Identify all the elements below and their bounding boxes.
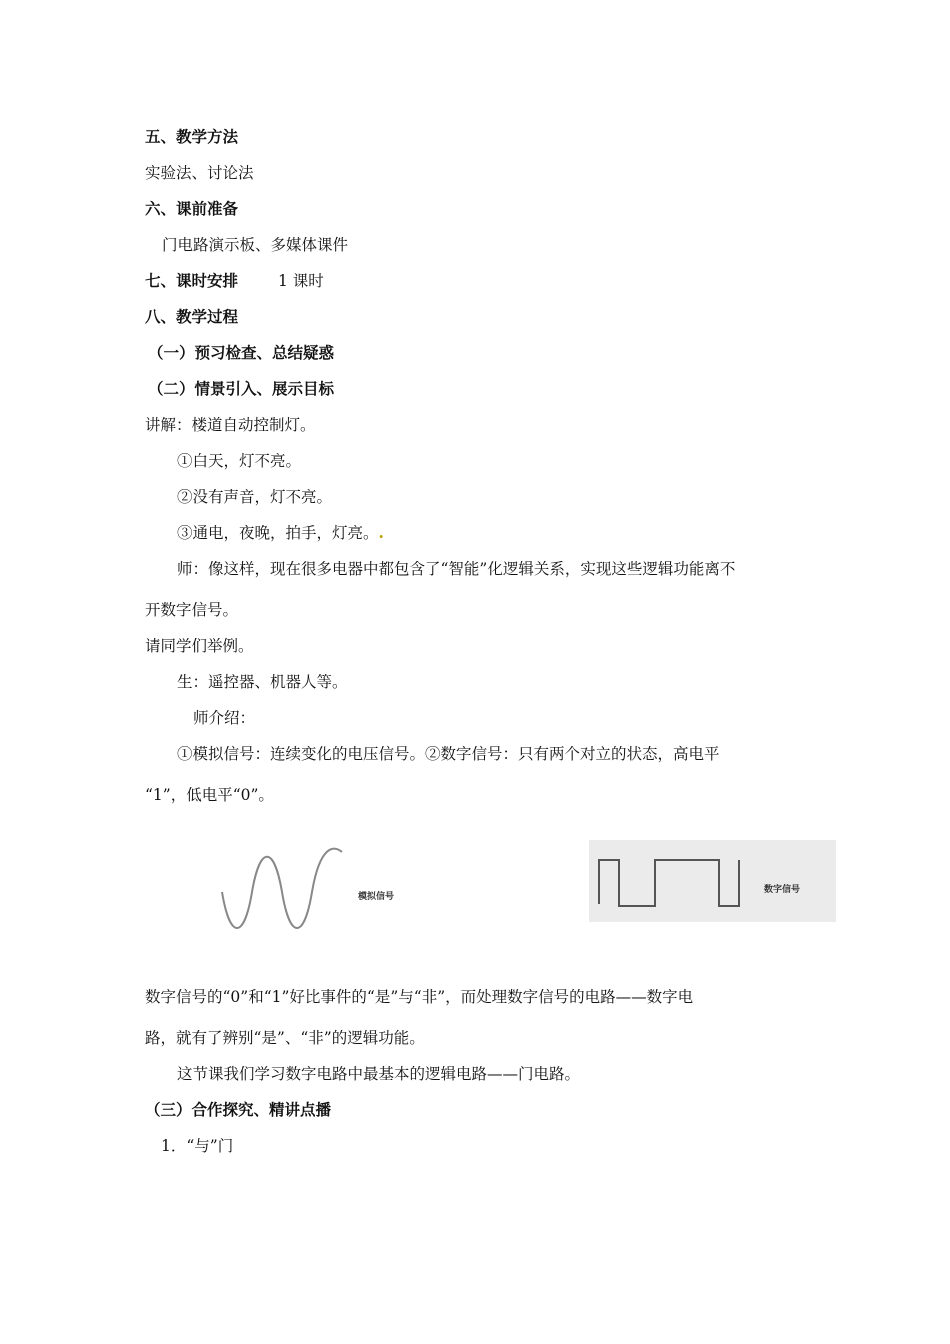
- paragraph: 路，就有了辨别“是”、“非”的逻辑功能。: [145, 1029, 425, 1047]
- digital-signal-label: 数字信号: [764, 885, 801, 895]
- subsection-3-heading: （三）合作探究、精讲点播: [145, 1100, 332, 1119]
- paragraph: 请同学们举例。: [145, 637, 254, 655]
- paragraph: 讲解：楼道自动控制灯。: [145, 416, 316, 434]
- paragraph: ①模拟信号：连续变化的电压信号。②数字信号：只有两个对立的状态，高电平: [177, 745, 720, 763]
- paragraph: 这节课我们学习数字电路中最基本的逻辑电路——门电路。: [177, 1065, 581, 1083]
- sine-wave-icon: [212, 840, 352, 940]
- section-7-heading: 七、课时安排: [145, 271, 239, 290]
- marker-dot: .: [378, 523, 384, 542]
- paragraph: 生：遥控器、机器人等。: [177, 673, 348, 691]
- paragraph: 数字信号的“0”和“1”好比事件的“是”与“非”，而处理数字信号的电路——数字电: [145, 988, 694, 1006]
- paragraph: “1”，低电平“0”。: [145, 786, 274, 804]
- analog-signal-figure: [212, 840, 422, 940]
- paragraph: ①白天，灯不亮。: [177, 452, 302, 470]
- paragraph: 开数字信号。: [145, 601, 239, 619]
- square-wave-icon: [589, 840, 749, 922]
- section-6-heading: 六、课前准备: [145, 199, 239, 218]
- section-5-heading: 五、教学方法: [145, 127, 239, 146]
- paragraph: ③通电，夜晚，拍手，灯亮。.: [177, 523, 384, 542]
- analog-signal-label: 模拟信号: [358, 892, 395, 902]
- subsection-2-heading: （二）情景引入、展示目标: [148, 379, 335, 398]
- section-7-value: 1 课时: [278, 272, 324, 290]
- paragraph: ②没有声音，灯不亮。: [177, 488, 333, 506]
- paragraph: 师介绍：: [193, 709, 256, 727]
- list-item: 1．“与”门: [161, 1137, 234, 1155]
- section-5-body: 实验法、讨论法: [145, 164, 254, 182]
- section-6-body: 门电路演示板、多媒体课件: [162, 236, 349, 254]
- section-8-heading: 八、教学过程: [145, 307, 239, 326]
- paragraph: 师：像这样，现在很多电器中都包含了“智能”化逻辑关系，实现这些逻辑功能离不: [177, 560, 736, 578]
- subsection-1-heading: （一）预习检查、总结疑惑: [148, 343, 335, 362]
- digital-signal-figure: [589, 840, 836, 922]
